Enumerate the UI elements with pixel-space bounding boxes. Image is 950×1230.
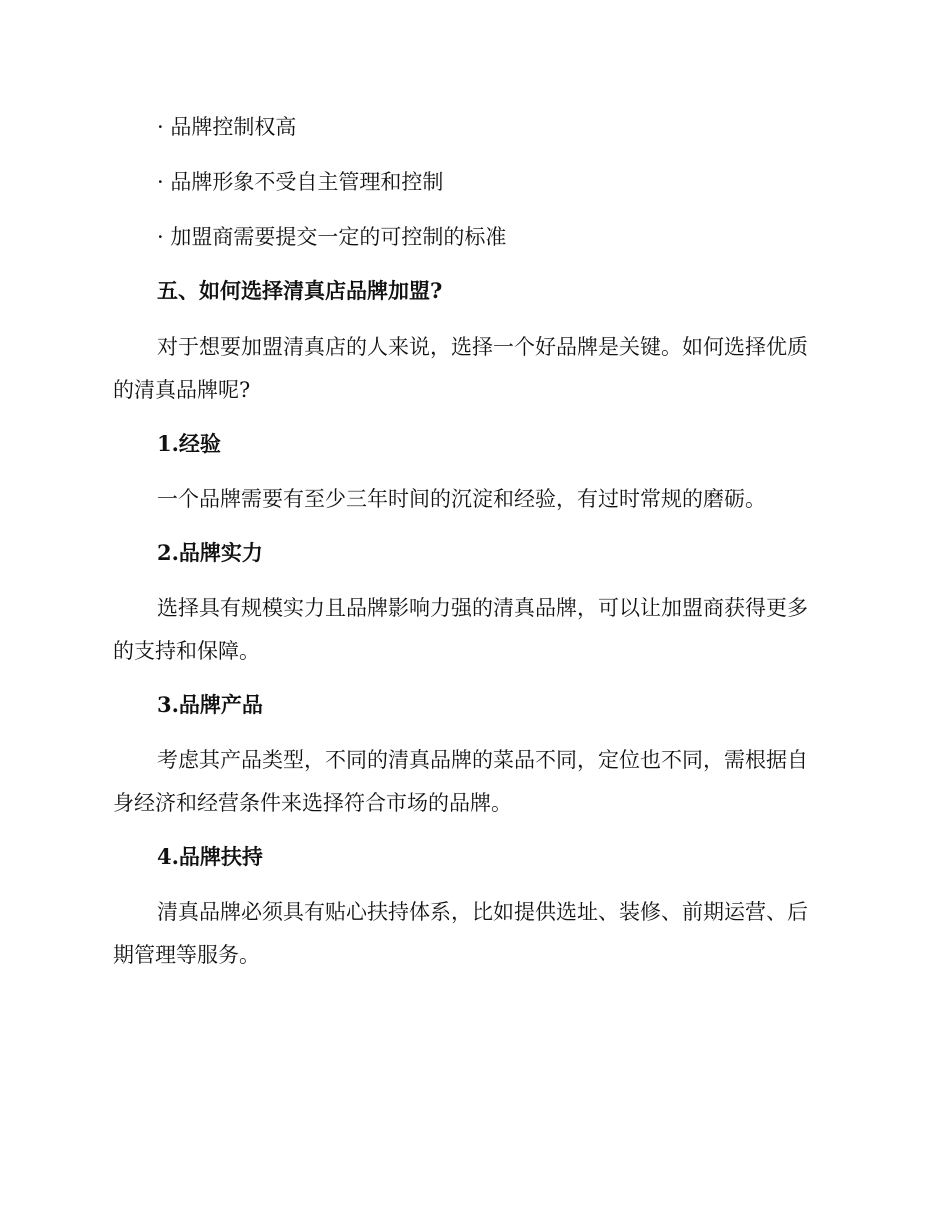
paragraph-line: 对于想要加盟清真店的人来说，选择一个好品牌是关键。如何选择优质 [157, 335, 808, 359]
paragraph-line: 身经济和经营条件来选择符合市场的品牌。 [113, 791, 512, 815]
subsection-title: 2.品牌实力 [157, 540, 263, 565]
subsection-title: 1.经验 [157, 431, 221, 456]
bullet-item: · 品牌控制权高 [157, 115, 297, 139]
paragraph-line: 的清真品牌呢? [113, 378, 251, 402]
paragraph-line: 一个品牌需要有至少三年时间的沉淀和经验，有过时常规的磨砺。 [157, 487, 766, 511]
bullet-item: · 加盟商需要提交一定的可控制的标准 [157, 225, 507, 249]
subsection-title: 3.品牌产品 [157, 692, 263, 717]
paragraph-line: 的支持和保障。 [113, 639, 260, 663]
paragraph-line: 选择具有规模实力且品牌影响力强的清真品牌，可以让加盟商获得更多 [157, 596, 808, 620]
section-title: 五、如何选择清真店品牌加盟? [157, 278, 443, 303]
paragraph-line: 考虑其产品类型，不同的清真品牌的菜品不同，定位也不同，需根据自 [157, 748, 808, 772]
bullet-item: · 品牌形象不受自主管理和控制 [157, 170, 444, 194]
subsection-title: 4.品牌扶持 [157, 844, 263, 869]
paragraph-line: 期管理等服务。 [113, 943, 260, 967]
paragraph-line: 清真品牌必须具有贴心扶持体系，比如提供选址、装修、前期运营、后 [157, 900, 808, 924]
